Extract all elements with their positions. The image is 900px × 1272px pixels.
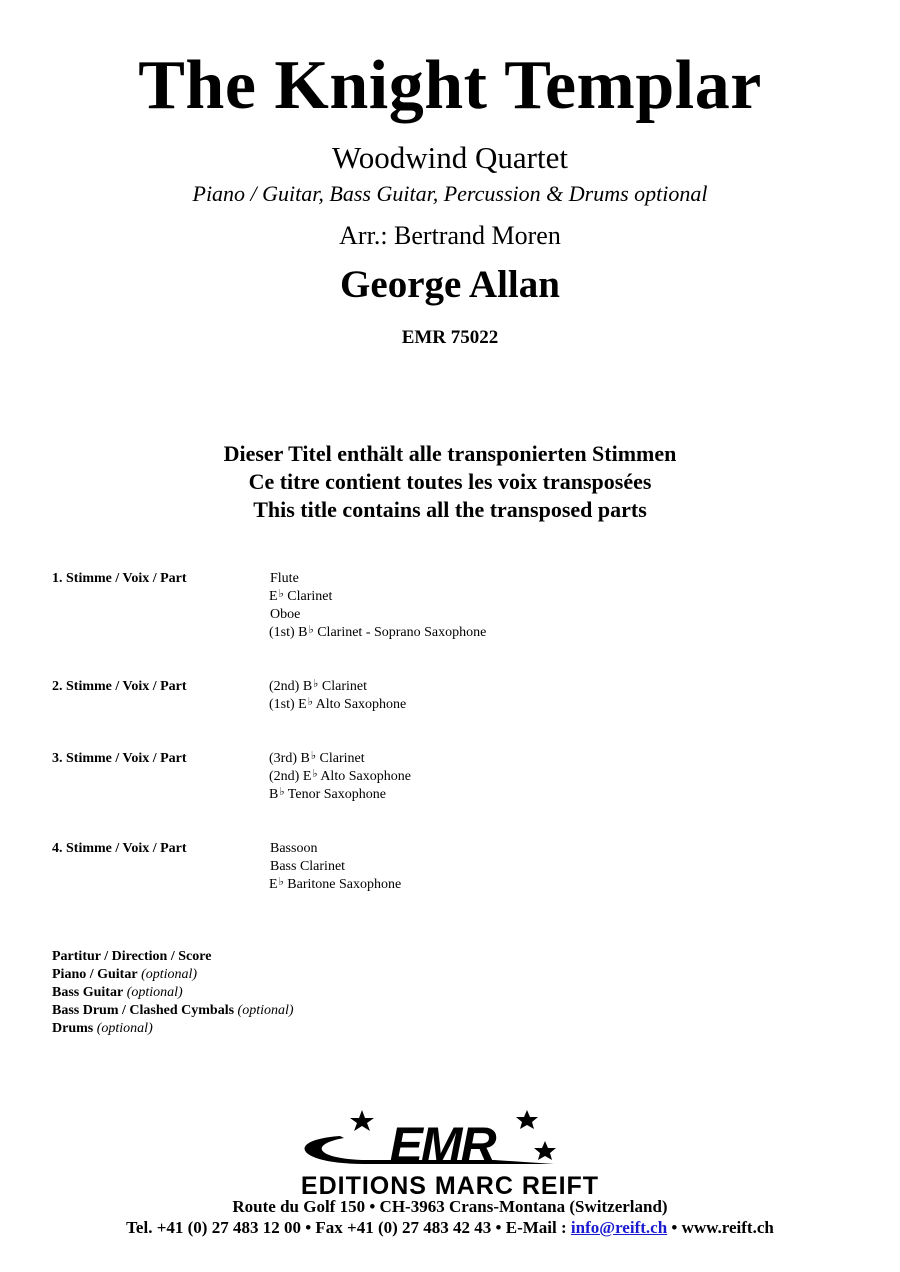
website: • www.reift.ch [667,1218,774,1237]
instrument: (3rd) B♭ Clarinet [269,750,365,766]
flat-sign: ♭ [312,768,318,780]
publisher-logo [244,1106,656,1198]
composer: George Allan [340,263,560,306]
arranger: Arr.: Bertrand Moren [339,221,561,250]
flat-sign: ♭ [279,786,285,798]
tel-fax: Tel. +41 (0) 27 483 12 00 • Fax +41 (0) 27 483 42 43 • E-Mail : [126,1218,571,1237]
star-icon [534,1141,556,1160]
notice-line-en: This title contains all the transposed parts [253,497,647,522]
instrument: Oboe [270,607,301,622]
extra-parts [52,948,294,1038]
flat-sign: ♭ [308,624,314,636]
part-2-list [269,678,406,714]
flat-sign: ♭ [313,678,319,690]
logo-emr-text: EMR [389,1117,495,1173]
extra-part: Partitur / Direction / Score [52,949,212,964]
email-link[interactable]: info@reift.ch [570,1218,668,1237]
instrument: (1st) E♭ Alto Saxophone [269,696,407,712]
instrument: Bassoon [270,841,318,856]
title: The Knight Templar [138,47,762,124]
instrumentation: Piano / Guitar, Bass Guitar, Percussion & Drums optional [192,181,708,206]
extra-part: Bass Drum / Clashed Cymbals (optional) [52,1003,294,1018]
instrument: Flute [270,571,299,586]
part-2-label: 2. Stimme / Voix / Part [52,679,187,694]
extra-part: Drums (optional) [52,1021,153,1036]
star-icon [516,1110,538,1129]
instrument: (1st) B♭ Clarinet - Soprano Saxophone [269,624,487,640]
flat-sign: ♭ [278,876,284,888]
part-1-label: 1. Stimme / Voix / Part [52,571,187,586]
flat-sign: ♭ [307,696,313,708]
part-3-list [269,750,411,804]
logo-publisher-name: EDITIONS MARC REIFT [300,1172,600,1198]
transposition-notice [0,440,900,524]
publisher-contact [0,1218,900,1238]
flat-sign: ♭ [310,750,317,762]
instrument: (2nd) E♭ Alto Saxophone [269,768,411,784]
extra-part: Piano / Guitar (optional) [52,967,198,982]
instrument: E♭ Clarinet [269,588,333,604]
extra-part: Bass Guitar (optional) [52,985,183,1000]
instrument: B♭ Tenor Saxophone [269,786,386,802]
part-3-label: 3. Stimme / Voix / Part [52,751,187,766]
instrument: E♭ Baritone Saxophone [269,876,402,892]
part-4-label: 4. Stimme / Voix / Part [52,841,187,856]
instrument: (2nd) B♭ Clarinet [269,678,367,694]
notice-line-fr: Ce titre contient toutes les voix transposées [248,469,652,494]
catalog-number: EMR 75022 [401,327,499,348]
flat-sign: ♭ [278,588,284,600]
subtitle: Woodwind Quartet [332,140,568,175]
instrument: Bass Clarinet [270,859,346,874]
publisher-address: Route du Golf 150 • CH-3963 Crans-Montana (Switzerland) [232,1197,668,1216]
part-1-list [269,570,486,642]
part-4-list [269,840,401,894]
notice-line-de: Dieser Titel enthält alle transponierten Stimmen [223,441,677,466]
star-icon [350,1110,374,1131]
